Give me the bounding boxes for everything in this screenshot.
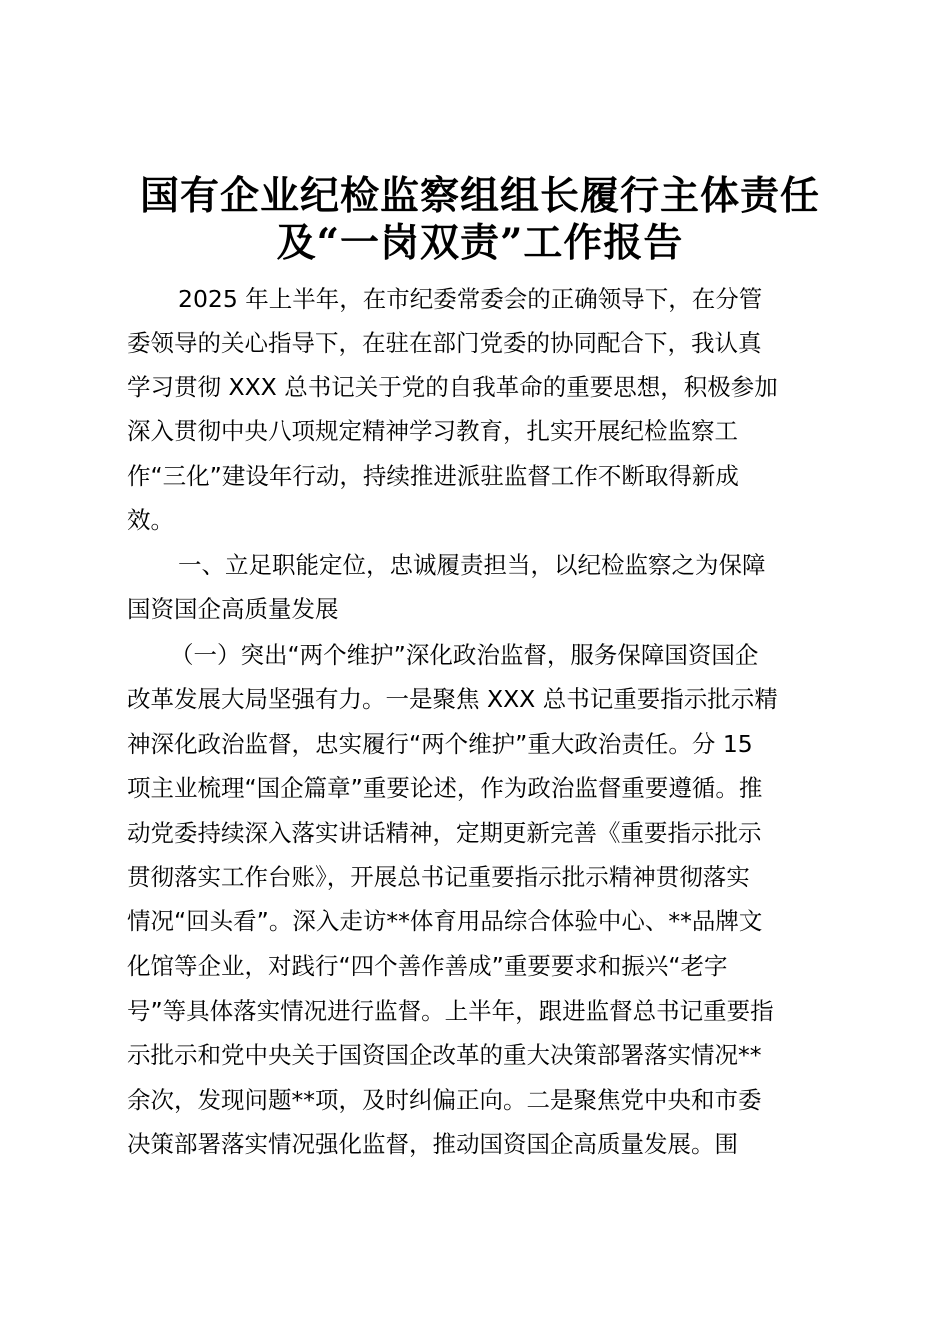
body-line: 贯彻落实工作台账》，开展总书记重要指示批示精神贯彻落实 — [127, 863, 750, 891]
body-line: 情况“回头看”。深入走访**体育用品综合体验中心、**品牌文 — [127, 907, 763, 935]
section-heading-line: 一、立足职能定位，忠诚履责担当，以纪检监察之为保障 — [178, 551, 766, 579]
document-title-line-2: 及“一岗双责”工作报告 — [276, 220, 684, 266]
body-line: 化馆等企业，对践行“四个善作善成”重要要求和振兴“老字 — [127, 952, 728, 980]
body-line: 决策部署落实情况强化监督，推动国资国企高质量发展。围 — [127, 1130, 738, 1158]
body-line: 余次，发现问题**项，及时纠偏正向。二是聚焦党中央和市委 — [127, 1086, 762, 1114]
body-line: 项主业梳理“国企篇章”重要论述，作为政治监督重要遵循。推 — [127, 774, 763, 802]
intro-line: 作“三化”建设年行动，持续推进派驻监督工作不断取得新成 — [127, 462, 739, 490]
intro-line: 深入贯彻中央八项规定精神学习教育，扎实开展纪检监察工 — [127, 417, 738, 445]
document-title-line-1: 国有企业纪检监察组组长履行主体责任 — [139, 173, 820, 219]
intro-line: 效。 — [127, 506, 174, 534]
body-line: 示批示和党中央关于国资国企改革的重大决策部署落实情况** — [127, 1041, 762, 1069]
body-line: 神深化政治监督，忠实履行“两个维护”重大政治责任。分 15 — [127, 730, 753, 758]
intro-line: 委领导的关心指导下，在驻在部门党委的协同配合下，我认真 — [127, 329, 762, 357]
body-line: 改革发展大局坚强有力。一是聚焦 XXX 总书记重要指示批示精 — [127, 685, 778, 713]
body-line: 动党委持续深入落实讲话精神，定期更新完善《重要指示批示 — [127, 819, 762, 847]
section-heading-line: 国资国企高质量发展 — [127, 595, 339, 623]
intro-line: 2025 年上半年，在市纪委常委会的正确领导下，在分管 — [178, 285, 763, 313]
intro-line: 学习贯彻 XXX 总书记关于党的自我革命的重要思想，积极参加 — [127, 373, 778, 401]
body-line: （一）突出“两个维护”深化政治监督，服务保障国资国企 — [170, 641, 759, 669]
body-line: 号”等具体落实情况进行监督。上半年，跟进监督总书记重要指 — [127, 997, 774, 1025]
